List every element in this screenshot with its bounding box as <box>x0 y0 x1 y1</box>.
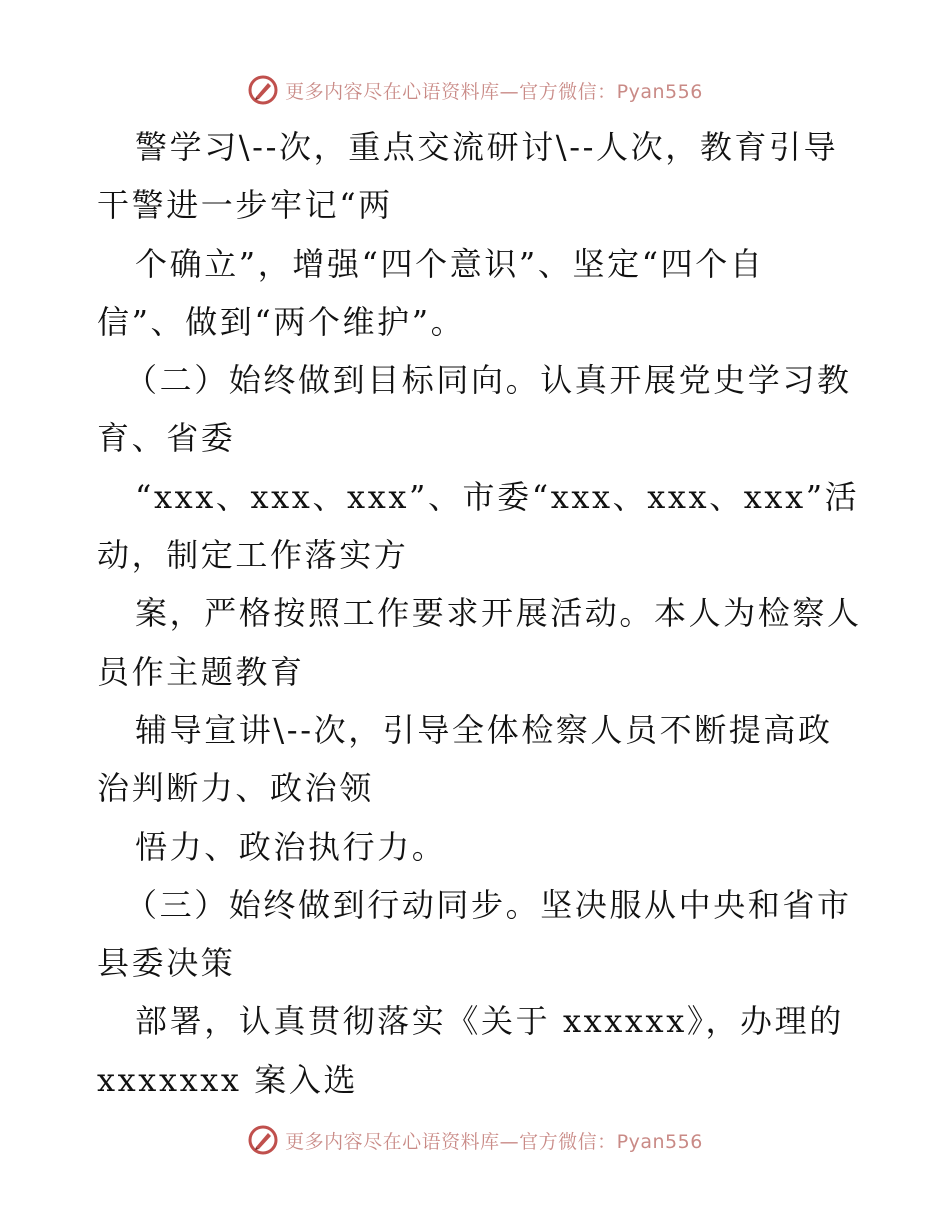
paragraph-line: 警学习\--次，重点交流研讨\--人次，教育引导 <box>135 128 839 166</box>
paragraph-line: 治判断力、政治领 <box>97 769 374 808</box>
watermark-text: 更多内容尽在心语资料库—官方微信：Pyan556 <box>285 80 703 103</box>
paragraph-line: 案，严格按照工作要求开展活动。本人为检察人 <box>135 594 862 633</box>
watermark-footer <box>0 1120 950 1160</box>
watermark-header <box>0 70 950 110</box>
paragraph-line: 育、省委 <box>97 419 236 458</box>
paragraph-line: 县委决策 <box>97 944 236 983</box>
paragraph-line: （三）始终做到行动同步。坚决服从中央和省市 <box>125 885 852 924</box>
paragraph-line: 辅导宣讲\--次，引导全体检察人员不断提高政 <box>135 710 833 749</box>
body-text <box>97 118 867 1109</box>
pen-circle-logo-icon <box>247 74 279 106</box>
paragraph-line: 干警进一步牢记“两 <box>97 186 393 225</box>
paragraph-line: 个确立”，增强“四个意识”、坚定“四个自 <box>135 244 765 283</box>
paragraph-line: 悟力、政治执行力。 <box>135 827 447 866</box>
pen-circle-logo-icon <box>247 1124 279 1156</box>
paragraph-line: 员作主题教育 <box>97 652 305 691</box>
paragraph-line: 部署，认真贯彻落实《关于 xxxxxx》，办理的 <box>135 1002 844 1041</box>
paragraph-line: 动，制定工作落实方 <box>97 536 409 575</box>
watermark-text: 更多内容尽在心语资料库—官方微信：Pyan556 <box>285 1130 703 1153</box>
paragraph-line: 信”、做到“两个维护”。 <box>97 302 466 341</box>
paragraph-line: xxxxxxx 案入选 <box>97 1060 359 1099</box>
paragraph-line: “xxx、xxx、xxx”、市委“xxx、xxx、xxx”活 <box>135 477 860 516</box>
paragraph-line: （二）始终做到目标同向。认真开展党史学习教 <box>125 361 852 400</box>
